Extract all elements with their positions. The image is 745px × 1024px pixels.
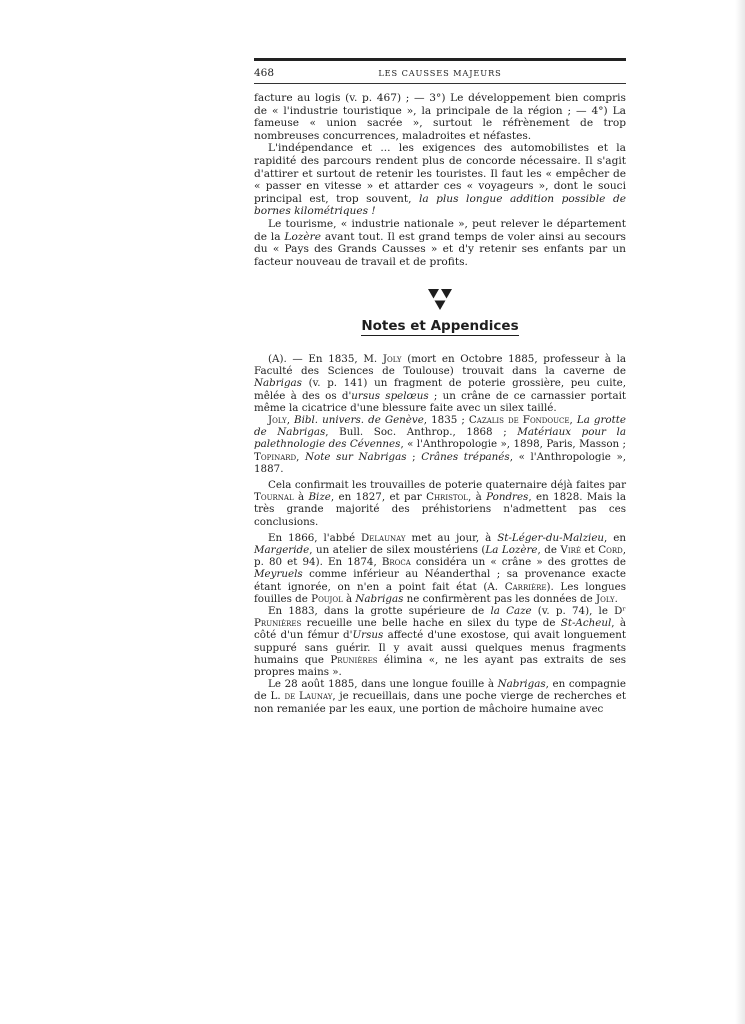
book-page bbox=[254, 58, 626, 715]
scan-edge-shadow bbox=[735, 0, 745, 1024]
triangle-ornament-icon bbox=[254, 288, 626, 314]
running-title: LES CAUSSES MAJEURS bbox=[378, 68, 502, 78]
notes-section bbox=[254, 353, 626, 715]
note-paragraph-5: En 1883, dans la grotte supérieure de la Caze (v. p. 74), le Dʳ Prunières recueille une belle hache en silex du type de St-Acheul, à côté d'un fémur d'Ursus affecté d'une exostose, qui avait longuement suppuré sans guérir. Il y avait aussi quelques menus fragments humains que Prunières élimina «, ne les ayant pas extraits de ses propres mains ». bbox=[254, 604, 627, 678]
page-header bbox=[254, 67, 626, 84]
note-references: Joly, Bibl. univers. de Genève, 1835 ; Cazalis de Fondouce, La grotte de Nabrigas, Bull. Soc. Anthrop., 1868 ; Matériaux pour la palethnologie des Cévennes, « l'Anthropologie », 1898, Paris, Masson ; Topinard, Note sur Nabrigas ; Crânes trépanés, « l'Anthropologie », 1887. bbox=[254, 413, 627, 475]
paragraph-3: Le tourisme, « industrie nationale », peut relever le département de la Lozère avant tout. Il est grand temps de voler ainsi au secours du « Pays des Grands Causses » et d'y retenir ses enfants par un facteur nouveau de travail et de profits. bbox=[254, 217, 626, 268]
notes-heading: Notes et Appendices bbox=[361, 318, 519, 335]
note-paragraph-6: Le 28 août 1885, dans une longue fouille à Nabrigas, en compagnie de L. de Launay, je recueillais, dans une poche vierge de recherches et non remaniée par les eaux, une portion de mâchoire humaine avec bbox=[254, 678, 626, 715]
main-text bbox=[254, 92, 626, 268]
header-rule bbox=[254, 58, 626, 61]
note-paragraph-3: Cela confirmait les trouvailles de poterie quaternaire déjà faites par Tournal à Bize, en 1827, et par Christol, à Pondres, en 1828. Mais la très grande majorité des préhistoriens n'admettent pas ces conclusions. bbox=[254, 478, 626, 528]
paragraph-2: L'indépendance et ... les exigences des automobilistes et la rapidité des parcours rendent plus de concorde nécessaire. Il s'agit d'attirer et surtout de retenir les touristes. Il faut les « empêcher de « passer en vitesse » et attarder ces « voyageurs », dont le souci principal est, trop souvent, la plus longue addition possible de bornes kilométriques ! bbox=[254, 142, 626, 218]
note-a: (A). — En 1835, M. Joly (mort en Octobre 1885, professeur à la Faculté des Sciences de Toulouse) trouvait dans la caverne de Nabrigas (v. p. 141) un fragment de poterie grossière, peu cuite, mêlée à des os d'ursus spelœus ; un crâne de ce carnassier portait même la cicatrice d'une blessure faite avec un silex taillé. bbox=[254, 352, 627, 414]
note-paragraph-4: En 1866, l'abbé Delaunay met au jour, à St-Léger-du-Malzieu, en Margeride, un atelier de silex moustériens (La Lozère, de Viré et Cord, p. 80 et 94). En 1874, Broca considéra un « crâne » des grottes de Meyruels comme inférieur au Néanderthal ; sa provenance exacte étant ignorée, on n'en a point fait état (A. Carrière). Les longues fouilles de Poujol à Nabrigas ne confirmèrent pas les données de Joly. bbox=[254, 531, 627, 605]
page-number: 468 bbox=[254, 67, 275, 79]
paragraph-1: facture au logis (v. p. 467) ; — 3°) Le développement bien compris de « l'industrie touristique », la principale de la région ; — 4°) La fameuse « union sacrée », surtout le réfrènement de trop nombreuses concurrences, maladroites et néfastes. bbox=[254, 92, 626, 142]
